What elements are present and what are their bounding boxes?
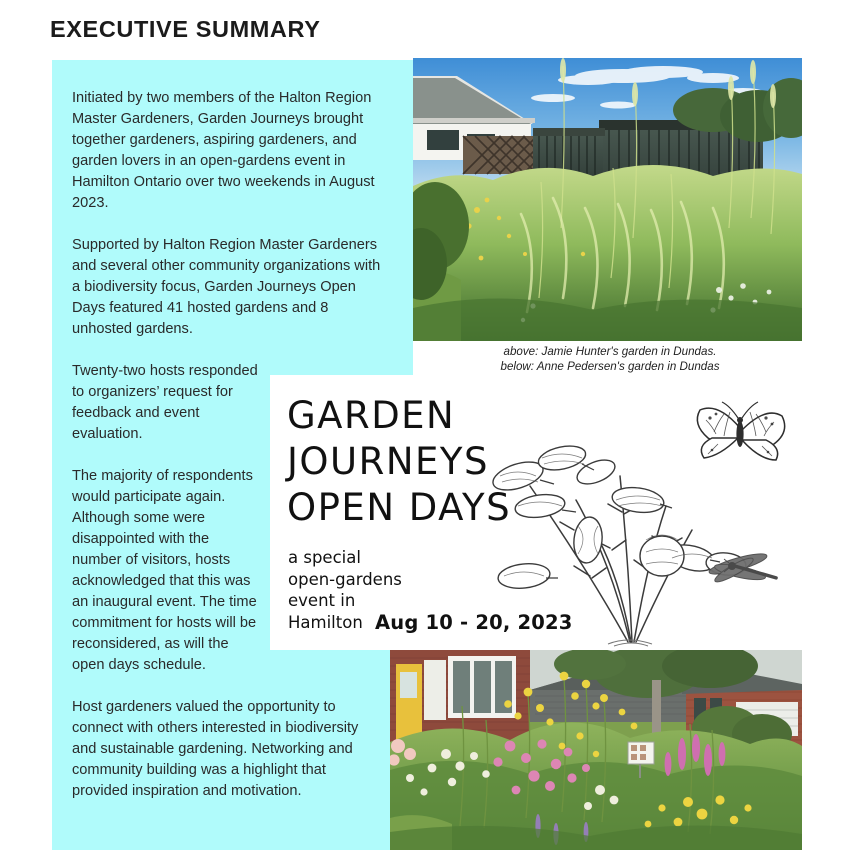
photo-top-illustration	[413, 58, 802, 341]
poster-subtitle-line-4: Hamilton	[288, 612, 363, 632]
photo-bottom-illustration	[390, 650, 802, 850]
summary-paragraph-1: Initiated by two members of the Halton Region Master Gardeners, Garden Journeys brought together gardeners, aspiring gardeners, and garden lovers in an open-gardens event in Hamilton Ontario over two weekends in August 2023.	[72, 90, 375, 211]
garden-journeys-poster	[270, 375, 802, 650]
poster-logo-line-3: OPEN DAYS	[287, 486, 512, 529]
poster-subtitle-line-2: open-gardens	[288, 569, 402, 589]
poster-logo-line-2: JOURNEYS	[287, 440, 489, 483]
poster-subtitle-line-1: a special	[288, 548, 361, 567]
photo-caption	[430, 344, 790, 374]
poster-logo-line-1: GARDEN	[287, 394, 456, 437]
photo-caption-line-1: above: Jamie Hunter's garden in Dundas.	[503, 345, 717, 358]
page-title: EXECUTIVE SUMMARY	[50, 16, 321, 42]
poster-subtitle-line-3: event in	[288, 591, 356, 610]
summary-paragraph-2: Supported by Halton Region Master Gardeners and several other community organizations with a biodiversity focus, Garden Journeys Open Days featured 41 hosted gardens and 8 unhosted gardens.	[72, 237, 381, 337]
summary-paragraph-5: Host gardeners valued the opportunity to connect with others interested in biodiversity and sustainable gardening. Networking and community building was a highlight that provided inspiration and motivation.	[72, 699, 359, 799]
poster-logo	[287, 393, 547, 531]
poster-event-dates: Aug 10 - 20, 2023	[375, 611, 573, 634]
butterfly-icon	[697, 402, 784, 460]
photo-anne-pedersen-garden	[390, 650, 802, 850]
photo-caption-line-2: below: Anne Pedersen's garden in Dundas	[500, 360, 720, 373]
photo-jamie-hunter-garden	[413, 58, 802, 341]
summary-paragraph-3: Twenty-two hosts responded to organizers’ request for feedback and event evaluation.	[72, 363, 258, 442]
summary-paragraph-4: The majority of respondents would participate again. Although some were disappointed with the number of visitors, hosts acknowledged that this was an inaugural event. The time commitment for hosts will be reconsidered, as will the open days schedule.	[72, 468, 257, 673]
